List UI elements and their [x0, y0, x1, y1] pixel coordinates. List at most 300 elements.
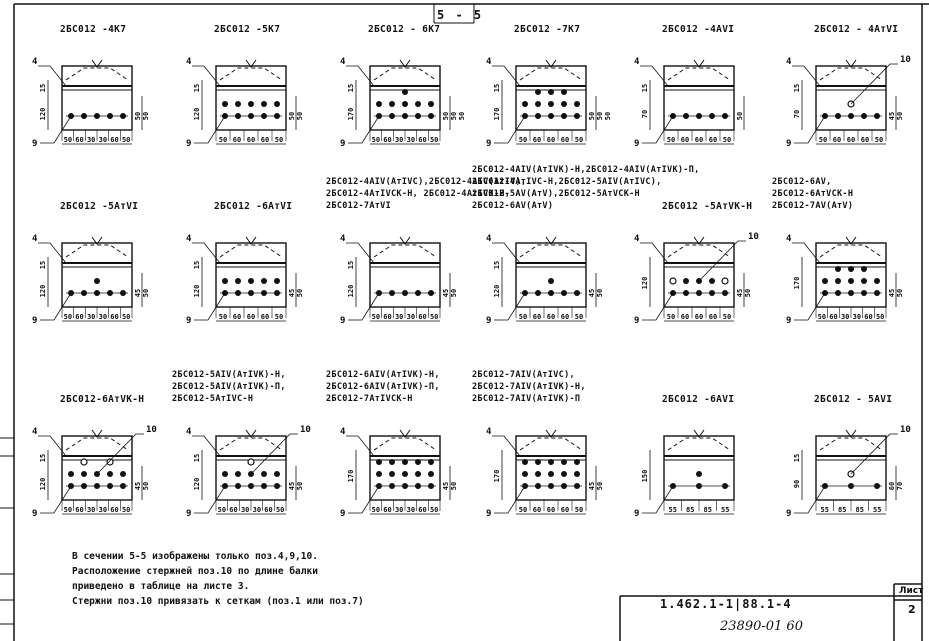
dimension-value: 60 [110, 313, 119, 321]
rebar-dot [428, 101, 434, 107]
slab-dashed-line [820, 245, 882, 257]
position-number: 4 [786, 234, 792, 244]
position-number: 10 [300, 425, 311, 435]
section-label: 2БС012-6АтVСК-Н [772, 189, 854, 199]
dimension-value: 60 [75, 136, 84, 144]
rebar-dot [548, 278, 554, 284]
dimension-value: 85 [703, 506, 712, 514]
slab-dashed-line [520, 438, 582, 450]
rebar-dot [561, 89, 567, 95]
position-number: 4 [786, 57, 792, 67]
right-dimension-value: 50 [596, 481, 604, 491]
right-dimension-value: 50 [450, 111, 458, 121]
rebar-dot [389, 101, 395, 107]
section-label: 2БС012-6АV, [772, 177, 832, 187]
right-dimension-value: 45 [442, 288, 450, 298]
left-dimension-value: 120 [493, 284, 501, 298]
right-dimension-value: 50 [458, 111, 466, 121]
slab-dashed-line [66, 245, 128, 257]
rebar-dot [548, 459, 554, 465]
rebar-dot [548, 89, 554, 95]
left-dimension-value: 70 [793, 109, 801, 119]
rebar-dot [248, 101, 254, 107]
section-label: 2БС012-4АтIVС-Н,2БС012-5АIV(АтIVС), [472, 177, 662, 187]
right-dimension-value: 45 [442, 481, 450, 491]
rebar-dot [274, 101, 280, 107]
dimension-value: 85 [855, 506, 864, 514]
rebar-pos10-dot [248, 459, 254, 465]
position-number: 4 [340, 57, 346, 67]
section-label: 2БС012 -4АVI [662, 24, 735, 35]
dimension-value: 85 [838, 506, 847, 514]
left-dimension-value: 90 [793, 479, 801, 489]
section-label: 2БС012-6АтVК-Н [60, 394, 145, 405]
rebar-pos10-dot [81, 459, 87, 465]
dimension-value: 50 [218, 313, 228, 321]
position-number: 4 [634, 57, 640, 67]
dimension-value: 50 [63, 506, 73, 514]
rebar-dot [861, 278, 867, 284]
dimension-value: 60 [260, 136, 270, 144]
section-label: 2БС012 -6АVI [662, 394, 735, 405]
rebar-dot [696, 471, 702, 477]
position-number: 4 [32, 57, 38, 67]
rebar-pos10-dot [722, 278, 728, 284]
rebar-pos10-dot [107, 459, 113, 465]
section-label: 2БС012-7АIV(АтIVС), [472, 370, 575, 380]
right-dimension-value: 45 [736, 288, 744, 298]
section-label: 2БС012 -5АтVК-Н [662, 201, 753, 212]
rebar-dot [94, 278, 100, 284]
dimension-value: 50 [875, 313, 885, 321]
archive-number: 23890-01 60 [720, 619, 803, 634]
dimension-value: 50 [371, 313, 381, 321]
dimension-value: 50 [518, 136, 528, 144]
left-dimension-value: 120 [39, 477, 47, 491]
dimension-value: 30 [852, 313, 862, 321]
dimension-value: 50 [371, 506, 381, 514]
dimension-value: 60 [260, 313, 270, 321]
dimension-value: 60 [110, 506, 119, 514]
right-dimension-value: 45 [888, 288, 896, 298]
rebar-dot [574, 459, 580, 465]
left-dimension-value: 120 [39, 284, 47, 298]
position-number: 9 [340, 509, 346, 519]
position-number: 4 [186, 234, 192, 244]
rebar-dot [561, 471, 567, 477]
rebar-dot [248, 278, 254, 284]
rebar-dot [415, 101, 421, 107]
dimension-value: 50 [274, 313, 284, 321]
section-label: 2БС012-5АIV(АтIVК)-Н, [172, 370, 286, 380]
dimension-value: 30 [406, 506, 416, 514]
dimension-value: 60 [246, 313, 256, 321]
left-dimension-value: 15 [39, 453, 47, 463]
rebar-dot [402, 471, 408, 477]
right-dimension-value: 50 [142, 288, 150, 298]
left-dimension-value: 15 [39, 260, 47, 270]
left-dimension-value: 170 [493, 469, 501, 483]
rebar-dot [835, 266, 841, 272]
dimension-value: 30 [394, 506, 404, 514]
slab-dashed-line [668, 245, 730, 257]
slab-dashed-line [820, 438, 882, 450]
position-number: 4 [486, 427, 492, 437]
leader-line [851, 434, 898, 474]
position-number: 9 [32, 139, 38, 149]
sheet-number: 2 [908, 603, 916, 616]
dimension-value: 60 [532, 313, 542, 321]
rebar-dot [561, 101, 567, 107]
section-label: 2БС012-6АIV(АтIVК)-П, [326, 382, 440, 392]
section-title: 5 - 5 [437, 8, 484, 22]
dimension-value: 50 [574, 313, 584, 321]
dimension-value: 55 [873, 506, 882, 514]
dimension-value: 60 [246, 136, 256, 144]
section-label: 2БС012-5АIV(АтIVК)-П, [172, 382, 286, 392]
dimension-value: 50 [274, 136, 284, 144]
dimension-value: 60 [832, 136, 842, 144]
dimension-value: 30 [86, 136, 96, 144]
right-dimension-value: 50 [896, 288, 904, 298]
left-dimension-value: 15 [641, 83, 649, 93]
rebar-dot [835, 278, 841, 284]
position-number: 9 [340, 316, 346, 326]
slab-dashed-line [220, 68, 282, 80]
dimension-value: 50 [874, 136, 884, 144]
dimension-value: 60 [75, 313, 84, 321]
rebar-dot [874, 278, 880, 284]
right-dimension-value: 50 [442, 111, 450, 121]
section-label: 2БС012-5АV(АтV),2БС012-5АтVСК-Н [472, 189, 640, 199]
rebar-dot [222, 278, 228, 284]
rebar-dot [548, 471, 554, 477]
section-label: 2БС012-7АV(АтV) [772, 201, 854, 211]
dimension-value: 60 [860, 136, 870, 144]
dimension-value: 50 [818, 136, 828, 144]
slab-dashed-line [668, 438, 730, 450]
section-label: 2БС012-4АтIVСК-Н, 2БС012-4АтIVК-Н, [326, 189, 511, 199]
dimension-value: 60 [546, 136, 556, 144]
dimension-value: 60 [846, 136, 856, 144]
dimension-value: 60 [418, 313, 427, 321]
dimension-value: 60 [708, 136, 718, 144]
dimension-value: 50 [429, 506, 439, 514]
right-dimension-value: 45 [288, 288, 296, 298]
right-dimension-value: 50 [296, 481, 304, 491]
rebar-dot [822, 278, 828, 284]
right-dimension-value: 70 [896, 481, 904, 491]
position-number: 9 [786, 316, 792, 326]
notes [72, 549, 364, 609]
dimension-value: 50 [518, 506, 528, 514]
rebar-dot [848, 278, 854, 284]
right-dimension-value: 50 [450, 288, 458, 298]
note-line: приведено в таблице на листе 3. [72, 581, 250, 592]
rebar-dot [235, 471, 241, 477]
rebar-dot [535, 89, 541, 95]
section-label: 2БС012-7АтVI [326, 201, 392, 211]
rebar-dot [415, 459, 421, 465]
dimension-value: 50 [121, 506, 131, 514]
rebar-dot [68, 471, 74, 477]
dimension-value: 30 [394, 313, 404, 321]
dimension-value: 60 [229, 506, 238, 514]
right-dimension-value: 50 [596, 111, 604, 121]
position-number: 9 [186, 316, 192, 326]
dimension-value: 60 [75, 506, 84, 514]
position-number: 9 [186, 509, 192, 519]
rebar-dot [428, 471, 434, 477]
section-label: 2БС012 -6АтVI [214, 201, 293, 212]
left-dimension-value: 15 [193, 260, 201, 270]
rebar-dot [415, 471, 421, 477]
slab-dashed-line [220, 245, 282, 257]
right-dimension-value: 50 [288, 111, 296, 121]
left-dimension-value: 120 [39, 107, 47, 121]
section-label: 2БС012 -7К7 [514, 24, 581, 35]
rebar-dot [428, 459, 434, 465]
right-dimension-value: 50 [296, 288, 304, 298]
dimension-value: 85 [686, 506, 695, 514]
right-dimension-value: 50 [450, 481, 458, 491]
right-dimension-value: 45 [134, 288, 142, 298]
section-label: 2БС012-7АIV(АтIVК)-Н, [472, 382, 586, 392]
position-number: 9 [634, 509, 640, 519]
dimension-value: 50 [666, 313, 676, 321]
dimension-value: 30 [406, 313, 416, 321]
left-dimension-value: 15 [347, 260, 355, 270]
dimension-value: 30 [98, 313, 108, 321]
dimension-value: 60 [418, 506, 427, 514]
rebar-dot [535, 471, 541, 477]
rebar-dot [402, 459, 408, 465]
position-number: 9 [486, 509, 492, 519]
rebar-pos10-dot [670, 278, 676, 284]
section-label: 2БС012-7АтIVСК-Н [326, 394, 413, 404]
right-dimension-value: 50 [744, 288, 752, 298]
rebar-dot [222, 101, 228, 107]
position-number: 4 [340, 427, 346, 437]
dimension-value: 50 [666, 136, 676, 144]
section-label: 2БС012 -4К7 [60, 24, 127, 35]
rebar-dot [522, 101, 528, 107]
right-dimension-value: 45 [288, 481, 296, 491]
dimension-value: 30 [86, 506, 96, 514]
dimension-value: 60 [680, 313, 690, 321]
note-line: В сечении 5-5 изображены только поз.4,9,10. [72, 551, 318, 562]
dimension-value: 50 [218, 136, 228, 144]
slab-dashed-line [374, 245, 436, 257]
rebar-dot [120, 471, 126, 477]
rebar-dot [535, 101, 541, 107]
section-label: 2БС012-5АтIVС-Н [172, 394, 254, 404]
dimension-value: 60 [232, 136, 242, 144]
left-dimension-value: 15 [493, 83, 501, 93]
section-label: 2БС012-4АIV(АтIVС),2БС012-4АIV(АтIV), [326, 177, 527, 187]
dimension-value: 60 [680, 136, 690, 144]
section-label: 2БС012 -5К7 [214, 24, 281, 35]
slab-dashed-line [374, 68, 436, 80]
leader-line [251, 434, 298, 474]
rebar-dot [235, 278, 241, 284]
dimension-value: 50 [63, 136, 73, 144]
section-label: 2БС012 -5АтVI [60, 201, 139, 212]
rebar-dot [235, 101, 241, 107]
dimension-value: 60 [418, 136, 427, 144]
right-dimension-value: 45 [888, 111, 896, 121]
rebar-dot [522, 459, 528, 465]
right-dimension-value: 50 [142, 111, 150, 121]
rebar-dot [222, 471, 228, 477]
dimension-value: 60 [560, 136, 570, 144]
dimension-value: 55 [820, 506, 829, 514]
section-label: 2БС012-7АIV(АтIVК)-П [472, 394, 581, 404]
dimension-value: 30 [86, 313, 96, 321]
right-dimension-value: 50 [604, 111, 612, 121]
slab-dashed-line [820, 68, 882, 80]
rebar-dot [683, 278, 689, 284]
left-dimension-value: 120 [193, 107, 201, 121]
slab-dashed-line [220, 438, 282, 450]
position-number: 9 [634, 316, 640, 326]
dimension-value: 60 [110, 136, 119, 144]
dimension-value: 60 [232, 313, 242, 321]
dimension-value: 30 [240, 506, 250, 514]
position-number: 4 [340, 234, 346, 244]
dimension-value: 60 [694, 313, 704, 321]
rebar-dot [402, 89, 408, 95]
dimension-value: 55 [721, 506, 730, 514]
section-label: 2БС012-6АV(АтV) [472, 201, 554, 211]
dimension-value: 30 [840, 313, 850, 321]
dimension-value: 60 [546, 506, 556, 514]
position-number: 4 [186, 57, 192, 67]
dimension-value: 60 [532, 506, 542, 514]
slab-dashed-line [520, 245, 582, 257]
dimension-value: 50 [371, 136, 381, 144]
dimension-value: 60 [264, 506, 273, 514]
position-number: 10 [748, 232, 759, 242]
right-dimension-value: 45 [588, 481, 596, 491]
slab-dashed-line [66, 438, 128, 450]
title-block [434, 4, 922, 641]
rebar-dot [861, 266, 867, 272]
rebar-dot [848, 266, 854, 272]
dimension-value: 60 [560, 313, 570, 321]
left-dimension-value: 15 [347, 83, 355, 93]
right-dimension-value: 50 [296, 111, 304, 121]
section-label: 2БС012 - 5АVI [814, 394, 893, 405]
dimension-value: 50 [574, 136, 584, 144]
dimension-value: 60 [383, 506, 392, 514]
document-code: 1.462.1-1|88.1-4 [660, 597, 792, 611]
rebar-dot [402, 101, 408, 107]
dimension-value: 30 [98, 506, 108, 514]
slab-dashed-line [668, 68, 730, 80]
dimension-value: 50 [518, 313, 528, 321]
dimension-value: 60 [694, 136, 704, 144]
right-dimension-value: 45 [588, 288, 596, 298]
rebar-dot [274, 471, 280, 477]
right-dimension-value: 50 [736, 111, 744, 121]
position-number: 4 [32, 234, 38, 244]
left-dimension-value: 15 [193, 83, 201, 93]
left-dimension-value: 170 [347, 469, 355, 483]
left-dimension-value: 170 [793, 276, 801, 290]
right-dimension-value: 50 [596, 288, 604, 298]
dimension-value: 50 [722, 313, 732, 321]
rebar-dot [522, 471, 528, 477]
rebar-dot [709, 278, 715, 284]
dimension-value: 30 [252, 506, 262, 514]
position-number: 9 [186, 139, 192, 149]
section-label: 2БС012 - 4АтVI [814, 24, 899, 35]
dimension-value: 50 [121, 313, 131, 321]
section-label: 2БС012-6АIV(АтIVК)-Н, [326, 370, 440, 380]
rebar-dot [561, 459, 567, 465]
dimension-value: 30 [394, 136, 404, 144]
left-dimension-value: 120 [193, 477, 201, 491]
position-number: 9 [340, 139, 346, 149]
dimension-value: 50 [722, 136, 732, 144]
left-dimension-value: 15 [193, 453, 201, 463]
right-dimension-value: 50 [134, 111, 142, 121]
position-number: 9 [486, 139, 492, 149]
rebar-dot [261, 101, 267, 107]
left-dimension-value: 120 [641, 276, 649, 290]
position-number: 4 [486, 234, 492, 244]
dimension-value: 50 [275, 506, 285, 514]
right-dimension-value: 50 [588, 111, 596, 121]
section-label: 2БС012 - 6К7 [368, 24, 441, 35]
dimension-value: 50 [63, 313, 73, 321]
position-number: 4 [634, 234, 640, 244]
leader-line [851, 64, 898, 104]
dimension-value: 60 [829, 313, 838, 321]
rebar-dot [274, 278, 280, 284]
dimension-value: 50 [217, 506, 227, 514]
section-label: 2БС012-4АIV(АтIVК)-Н,2БС012-4АIV(АтIVК)-П, [472, 165, 700, 175]
leader-line [97, 434, 144, 474]
position-number: 10 [900, 55, 911, 65]
left-dimension-value: 170 [493, 107, 501, 121]
rebar-dot [389, 459, 395, 465]
dimension-value: 60 [546, 313, 556, 321]
right-dimension-value: 60 [888, 481, 896, 491]
position-number: 9 [786, 139, 792, 149]
left-dimension-value: 15 [39, 83, 47, 93]
slab-dashed-line [374, 438, 436, 450]
dimension-value: 55 [668, 506, 677, 514]
left-dimension-value: 15 [793, 83, 801, 93]
rebar-dot [81, 471, 87, 477]
rebar-dot [389, 471, 395, 477]
dimension-value: 50 [429, 313, 439, 321]
dimension-value: 30 [98, 136, 108, 144]
left-dimension-value: 120 [347, 284, 355, 298]
note-line: Расположение стержней поз.10 по длине балки [72, 566, 318, 577]
rebar-dot [574, 101, 580, 107]
slab-dashed-line [520, 68, 582, 80]
dimension-value: 60 [708, 313, 718, 321]
dimension-value: 60 [532, 136, 542, 144]
sheet-label: Лист [899, 586, 924, 596]
position-number: 4 [186, 427, 192, 437]
rebar-dot [535, 459, 541, 465]
position-number: 4 [486, 57, 492, 67]
rebar-dot [376, 459, 382, 465]
